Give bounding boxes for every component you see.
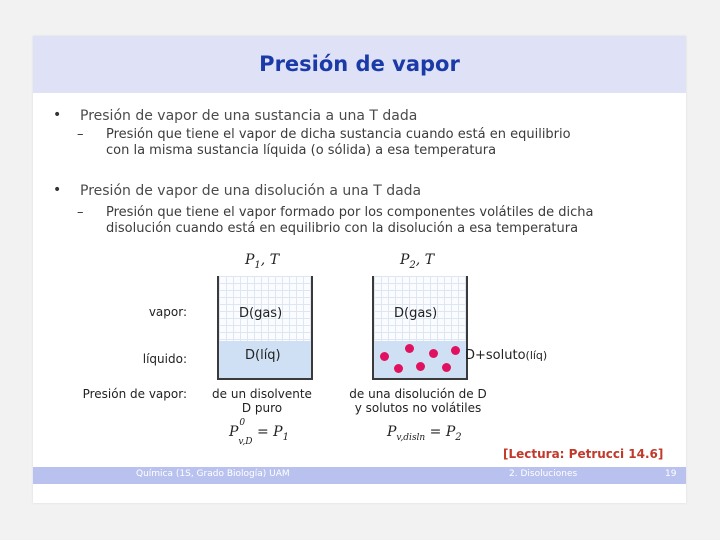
solute-particle (405, 344, 414, 353)
bullet-2-sub-line-2: disolución cuando está en equilibrio con la disolución a esa temperatura (106, 221, 579, 236)
solute-particle (442, 363, 451, 372)
bullet-marker: • (53, 182, 62, 198)
liquid-label: líquido: (142, 352, 187, 366)
solute-particle (429, 349, 438, 358)
solute-particle (451, 346, 460, 355)
right-top-label: $P_2$, T (400, 252, 435, 271)
footer-course: Química (1S, Grado Biología) UAM (136, 469, 290, 479)
bullet-1-sub-line-1: Presión que tiene el vapor de dicha sustancia cuando está en equilibrio (106, 127, 571, 142)
footer-page-number: 19 (665, 469, 677, 479)
bullet-1-sub-line-2: con la misma sustancia líquida (o sólida) a esa temperatura (106, 143, 497, 158)
right-beaker (372, 276, 468, 380)
bullet-1: Presión de vapor de una sustancia a una T dada (80, 108, 418, 124)
solute-particle (380, 352, 389, 361)
left-gas-label: D(gas) (239, 306, 283, 321)
vapor-pressure-label: Presión de vapor: (82, 387, 187, 401)
left-beaker (217, 276, 313, 380)
title-bar (33, 36, 686, 93)
slide-title: Presión de vapor (259, 52, 460, 76)
slide (33, 36, 686, 503)
right-liquid-label: D+soluto(líq) (465, 348, 548, 363)
solute-particle (394, 364, 403, 373)
dash-marker: – (77, 127, 84, 142)
footer-bar (33, 467, 686, 484)
footer-chapter: 2. Disoluciones (509, 469, 578, 479)
right-gas-label: D(gas) (394, 306, 438, 321)
solute-particle (416, 362, 425, 371)
dash-marker: – (77, 205, 84, 220)
right-description: de una disolución de D y solutos no volátiles (349, 387, 487, 415)
left-formula: P 0 $_{v,D} = P_1$ (229, 418, 289, 447)
bullet-2: Presión de vapor de una disolución a una T dada (80, 183, 422, 199)
left-top-label: $P_1$, T (245, 252, 280, 271)
right-formula: $P_{v,disln} = P_2$ (387, 424, 462, 443)
bullet-2-sub-line-1: Presión que tiene el vapor formado por los componentes volátiles de dicha (106, 205, 594, 220)
left-liquid-label: D(líq) (245, 348, 281, 363)
bullet-marker: • (53, 107, 62, 123)
vapor-label: vapor: (148, 305, 187, 319)
left-description: de un disolvente D puro (212, 387, 312, 415)
reading-reference: [Lectura: Petrucci 14.6] (503, 447, 664, 461)
